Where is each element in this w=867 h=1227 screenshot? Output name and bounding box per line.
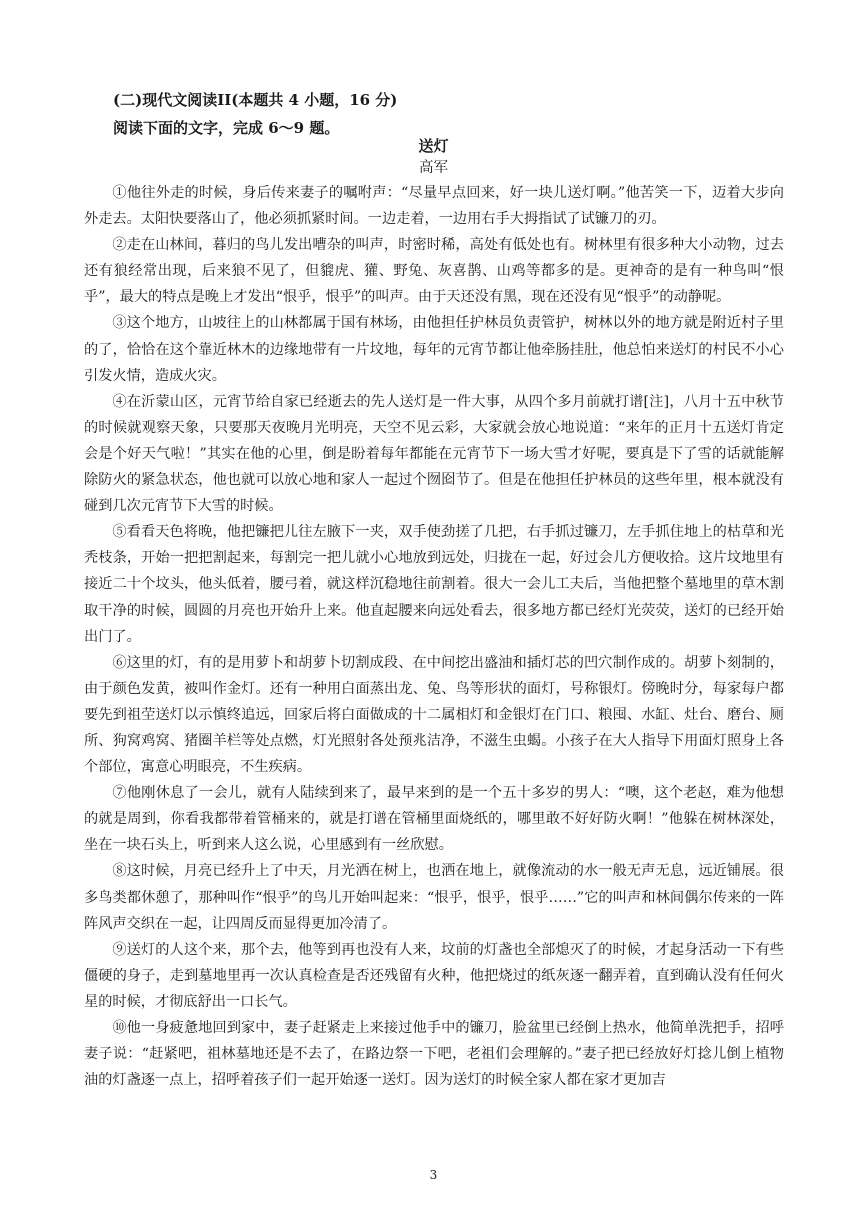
section-title: (二)现代文阅读II(本题共 4 小题，16 分) bbox=[113, 91, 398, 109]
paragraph-5: ⑤看看天色将晚，他把镰把儿往左腋下一夹，双手使劲搓了几把，右手抓过镰刀，左手抓住地上的枯草和光秃枝条，开始一把把割起来，每割完一把儿就小心地放到远处，归拢在一起，好过会儿方便收拾。这片坟地里有接近二十个坟头，他头低着，腰弓着，就这样沉稳地往前割着。很大一会儿工夫后，当他把整个墓地里的草木割取干净的时候，圆圆的月亮也开始升上来。他直起腰来向远处看去，很多地方都已经灯光荧荧，送灯的已经开始出门了。 bbox=[84, 524, 784, 645]
page-number: 3 bbox=[429, 1168, 438, 1182]
article-body bbox=[84, 180, 784, 1093]
paragraph-6: ⑥这里的灯，有的是用萝卜和胡萝卜切割成段、在中间挖出盛油和插灯芯的凹穴制作成的。胡萝卜刻制的，由于颜色发黄，被叫作金灯。还有一种用白面蒸出龙、兔、鸟等形状的面灯，号称银灯。傍晚时分，每家每户都要先到祖茔送灯以示慎终追远，回家后将白面做成的十二属相灯和金银灯在门口、粮囤、水缸、灶台、磨台、厕所、狗窝鸡窝、猪圈羊栏等处点燃，灯光照射各处预兆洁净，不滋生虫蝎。小孩子在大人指导下用面灯照身上各个部位，寓意心明眼亮，不生疾病。 bbox=[84, 654, 784, 776]
paragraph-3: ③这个地方，山坡往上的山林都属于国有林场，由他担任护林员负责管护，树林以外的地方就是附近村子里的了，恰恰在这个靠近林木的边缘地带有一片坟地，每年的元宵节都让他牵肠挂肚，他总怕来送灯的村民不小心引发火情，造成火灾。 bbox=[84, 315, 784, 384]
paragraph-8: ⑧这时候，月亮已经升上了中天，月光洒在树上，也洒在地上，就像流动的水一般无声无息，远近铺展。很多鸟类都休憩了，那种叫作“恨乎”的鸟儿开始叫起来：“恨乎，恨乎，恨乎……”它的叫声和林间偶尔传来的一阵阵风声交织在一起，让四周反而显得更加冷清了。 bbox=[84, 863, 784, 932]
paragraph-10: ⑩他一身疲惫地回到家中，妻子赶紧走上来接过他手中的镰刀，脸盆里已经倒上热水，他简单洗把手，招呼妻子说：“赶紧吧，祖林墓地还是不去了，在路边祭一下吧，老祖们会理解的。”妻子把已经放好灯捻儿倒上植物油的灯盏逐一点上，招呼着孩子们一起开始逐一送灯。因为送灯的时候全家人都在家才更加吉 bbox=[84, 1020, 784, 1089]
instruction: 阅读下面的文字，完成 6～9 题。 bbox=[113, 119, 340, 137]
paragraph-9: ⑨送灯的人这个来，那个去，他等到再也没有人来，坟前的灯盏也全部熄灭了的时候，才起身活动一下有些僵硬的身子，走到墓地里再一次认真检查是否还残留有火种，他把烧过的纸灰逐一翻弄着，直到确认没有任何火星的时候，才彻底舒出一口长气。 bbox=[84, 941, 784, 1010]
paragraph-2: ②走在山林间，暮归的鸟儿发出嘈杂的叫声，时密时稀，高处有低处也有。树林里有很多种大小动物，过去还有狼经常出现，后来狼不见了，但貔虎、獾、野兔、灰喜鹊、山鸡等都多的是。更神奇的是有一种鸟叫“恨乎”，最大的特点是晚上才发出“恨乎，恨乎”的叫声。由于天还没有黑，现在还没有见“恨乎”的动静呢。 bbox=[84, 237, 784, 306]
author: 高军 bbox=[419, 160, 448, 176]
paragraph-4: ④在沂蒙山区，元宵节给自家已经逝去的先人送灯是一件大事，从四个多月前就打谱[注]，八月十五中秋节的时候就观察天象，只要那天夜晚月光明亮，天空不见云彩，大家就会放心地说道：“来年的正月十五送灯肯定会是个好天气啦！”其实在他的心里，倒是盼着每年都能在元宵节下一场大雪才好呢，要真是下了雪的话就能解除防火的紧急状态，他也就可以放心地和家人一起过个囫囵节了。但是在他担任护林员的这些年里，根本就没有碰到几次元宵节下大雪的时候。 bbox=[84, 393, 784, 515]
story-title: 送灯 bbox=[418, 137, 449, 155]
paragraph-1: ①他往外走的时候，身后传来妻子的嘱咐声：“尽量早点回来，好一块儿送灯啊。”他苦笑一下，迈着大步向外走去。太阳快要落山了，他必须抓紧时间。一边走着，一边用右手大拇指试了试镰刀的刃。 bbox=[84, 185, 784, 228]
paragraph-7: ⑦他刚休息了一会儿，就有人陆续到来了，最早来到的是一个五十多岁的男人：“噢，这个老赵，难为他想的就是周到，你看我都带着管桶来的，就是打谱在管桶里面烧纸的，哪里敢不好好防火啊！”他躲在树林深处，坐在一块石头上，听到来人这么说，心里感到有一丝欣慰。 bbox=[84, 785, 784, 854]
